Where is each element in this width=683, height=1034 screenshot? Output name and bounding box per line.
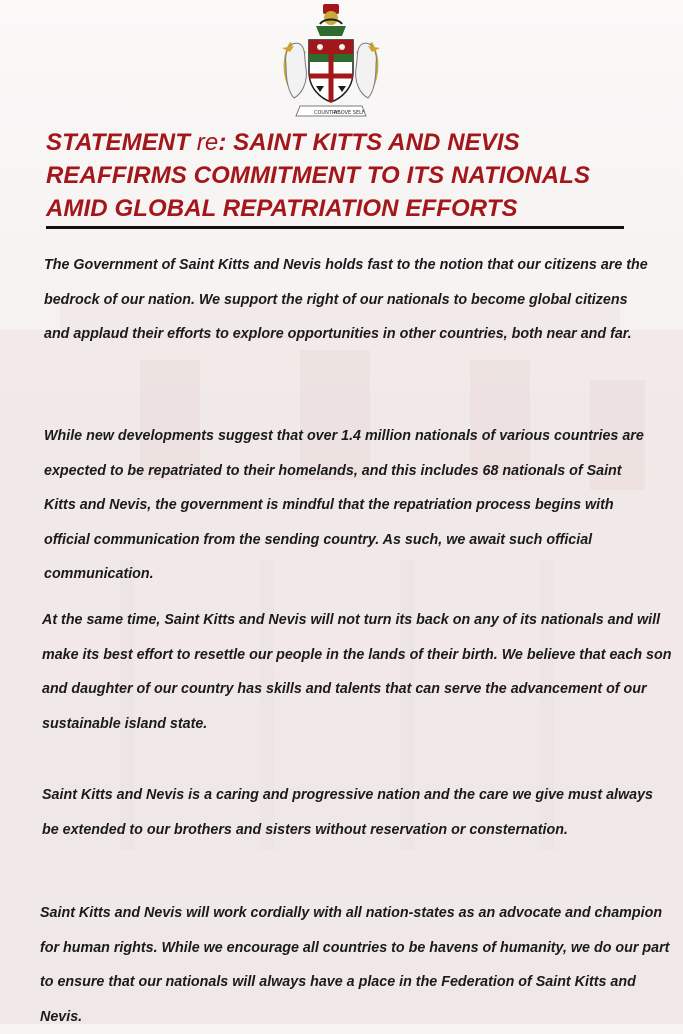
body-paragraph-2: While new developments suggest that over 1.4 million nationals of various countries are expected to be repatriated to their homelands, and this includes 68 nationals of Saint Kitts and Nevis, the government is mindful that the repatriation process begins with official communication from the sending country. As such, we await such official communication.: [44, 428, 644, 582]
body-paragraph-1: The Government of Saint Kitts and Nevis holds fast to the notion that our citizens are the bedrock of our nation. We support the right of our nationals to become global citizens and applaud their efforts to explore opportunities in other countries, both near and far.: [44, 257, 648, 342]
title-underline-divider: [46, 226, 624, 229]
motto-right-text: ABOVE SELF: [334, 110, 365, 116]
motto-left-text: COUNTRY: [314, 110, 339, 116]
body-paragraph-5: Saint Kitts and Nevis will work cordially with all nation-states as an advocate and champion for human rights. While we encourage all countries to be havens of humanity, we do our part to ensure that our nationals will always have a place in the Federation of Saint Kitts and Nevis.: [40, 905, 670, 1025]
title-part-statement: STATEMENT: [46, 129, 197, 156]
title-part-re: re: [196, 129, 219, 156]
body-paragraph-4: Saint Kitts and Nevis is a caring and progressive nation and the care we give must always be extended to our brothers and sisters without reservation or consternation.: [42, 787, 653, 838]
title-part-subject: : SAINT KITTS AND NEVIS REAFFIRMS COMMITMENT TO ITS NATIONALS AMID GLOBAL REPATRIATION EFFORTS: [46, 129, 591, 222]
coat-of-arms-icon: [276, 2, 386, 120]
statement-title: [46, 126, 646, 225]
body-paragraph-3: At the same time, Saint Kitts and Nevis will not turn its back on any of its nationals and will make its best effort to resettle our people in the lands of their birth. We believe that each son and daughter of our country has skills and talents that can serve the advancement of our sustainable island state.: [42, 612, 672, 732]
